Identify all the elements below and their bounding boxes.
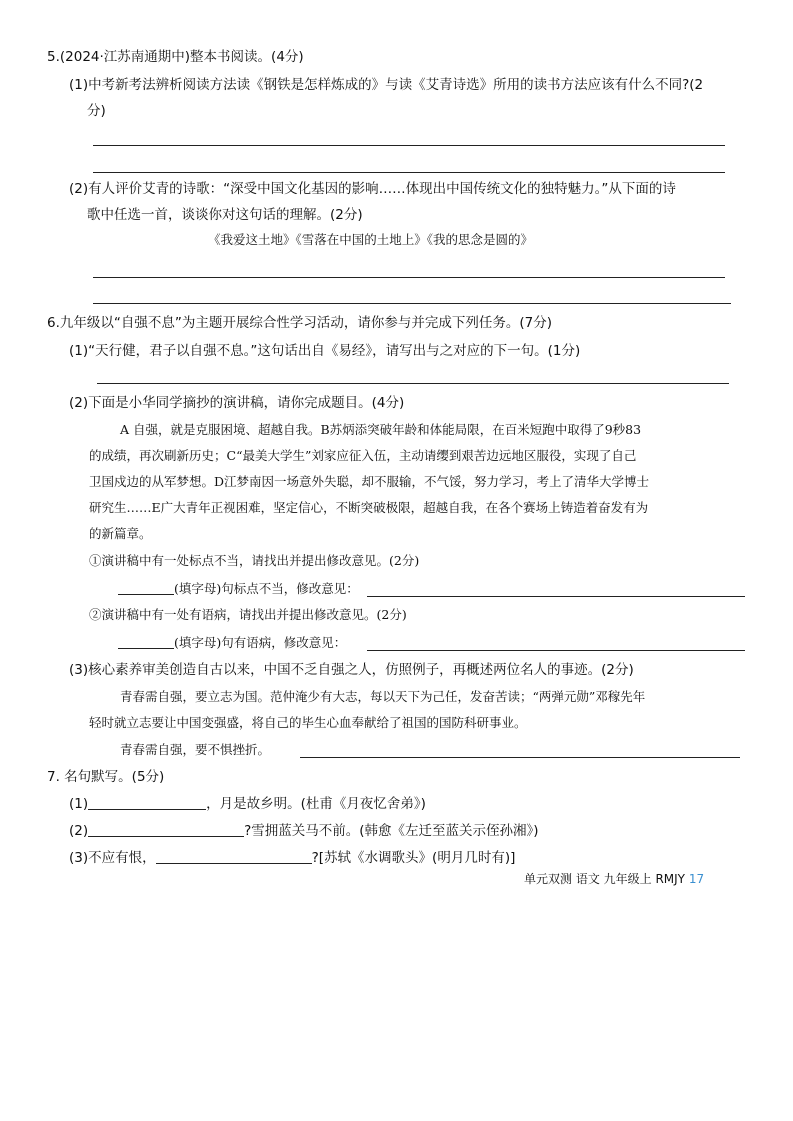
- page-number: 17: [688, 872, 705, 886]
- q7-line1: [69, 795, 426, 813]
- q5-part1-line1: (1)中考新考法辨析阅读方法读《钢铁是怎样炼成的》与读《艾青诗选》所用的读书方法应该有什么不同?(2: [69, 77, 704, 93]
- q6-part3-title: (3)核心素养审美创造自古以来，中国不乏自强之人，仿照例子，再概述两位名人的事迹。(2分): [69, 662, 634, 678]
- q6-part1: (1)“天行健，君子以自强不息。”这句话出自《易经》，请写出与之对应的下一句。(1分): [69, 343, 581, 359]
- fill-blank[interactable]: [88, 822, 244, 837]
- q6-sub1-fill: [118, 580, 359, 598]
- q6-sub2-prompt: ②演讲稿中有一处有语病，请找出并提出修改意见。(2分): [89, 607, 407, 622]
- q5-part2-line1: (2)有人评价艾青的诗歌：“深受中国文化基因的影响……体现出中国传统文化的独特魅力。”从下面的诗: [69, 181, 676, 197]
- answer-line[interactable]: [367, 596, 745, 597]
- q7-line3: [69, 849, 515, 867]
- q7-line3-suffix: ?[苏轼《水调歌头》(明月几时有)]: [311, 850, 516, 866]
- answer-line[interactable]: [300, 757, 740, 758]
- q6-sub2-fill-text: (填字母)句有语病，修改意见：: [174, 635, 347, 650]
- speech-line: 的成绩，再次刷新历史；C“最美大学生”刘家应征入伍，主动请缨到艰苦边远地区服役，实现了自己: [89, 448, 637, 463]
- page-footer: [524, 871, 704, 887]
- letter-blank[interactable]: [118, 634, 174, 649]
- q7-title: 7. 名句默写。(5分): [47, 769, 165, 785]
- q6-title: 6.九年级以“自强不息”为主题开展综合性学习活动，请你参与并完成下列任务。(7分): [47, 315, 552, 331]
- q7-line2: [69, 822, 539, 840]
- answer-line[interactable]: [367, 650, 745, 651]
- example-line: 青春需自强，要立志为国。范仲淹少有大志，每以天下为己任，发奋苦读；“两弹元勋”邓稼先年: [120, 689, 646, 704]
- q5-part2-line2: 歌中任选一首，谈谈你对这句话的理解。(2分): [87, 207, 363, 223]
- q6-sub1-prompt: ①演讲稿中有一处标点不当，请找出并提出修改意见。(2分): [89, 553, 420, 568]
- answer-line[interactable]: [97, 383, 729, 384]
- q6-part2-title: (2)下面是小华同学摘抄的演讲稿，请你完成题目。(4分): [69, 395, 405, 411]
- q6-sub2-fill: [118, 634, 346, 652]
- answer-line[interactable]: [93, 172, 725, 173]
- q7-line1-suffix: ，月是故乡明。(杜甫《月夜忆舍弟》): [206, 796, 426, 812]
- answer-line[interactable]: [93, 145, 725, 146]
- q5-title: 5.(2024·江苏南通期中)整本书阅读。(4分): [47, 49, 304, 65]
- q7-line3-prefix: (3)不应有恨，: [69, 850, 156, 866]
- q7-line2-suffix: ?雪拥蓝关马不前。(韩愈《左迁至蓝关示侄孙湘》): [244, 823, 539, 839]
- q7-line2-prefix: (2): [69, 823, 89, 839]
- footer-text: 单元双测 语文 九年级上 RMJY: [524, 872, 686, 886]
- speech-line: 研究生……E广大青年正视困难，坚定信心，不断突破极限，超越自我，在各个赛场上铸造着奋发有为: [89, 500, 649, 515]
- speech-line: 卫国戍边的从军梦想。D江梦南因一场意外失聪，却不服输，不气馁，努力学习，考上了清华大学博士: [89, 474, 650, 489]
- example-line: 轻时就立志要让中国变强盛，将自己的毕生心血奉献给了祖国的国防科研事业。: [89, 715, 527, 730]
- q7-line1-prefix: (1): [69, 796, 89, 812]
- q5-poem-list: 《我爱这土地》《雪落在中国的土地上》《我的思念是圆的》: [208, 232, 534, 247]
- q6-sub1-fill-text: (填字母)句标点不当，修改意见：: [174, 581, 359, 596]
- speech-line: A 自强，就是克服困境、超越自我。B苏炳添突破年龄和体能局限，在百米短跑中取得了9秒83: [120, 422, 642, 437]
- answer-line[interactable]: [93, 277, 725, 278]
- q5-part1-line2: 分): [87, 103, 106, 119]
- fill-blank[interactable]: [156, 849, 312, 864]
- fill-blank[interactable]: [88, 795, 206, 810]
- answer-line[interactable]: [93, 303, 731, 304]
- example-line: 青春需自强，要不惧挫折。: [120, 742, 271, 757]
- speech-line: 的新篇章。: [89, 526, 152, 541]
- letter-blank[interactable]: [118, 580, 174, 595]
